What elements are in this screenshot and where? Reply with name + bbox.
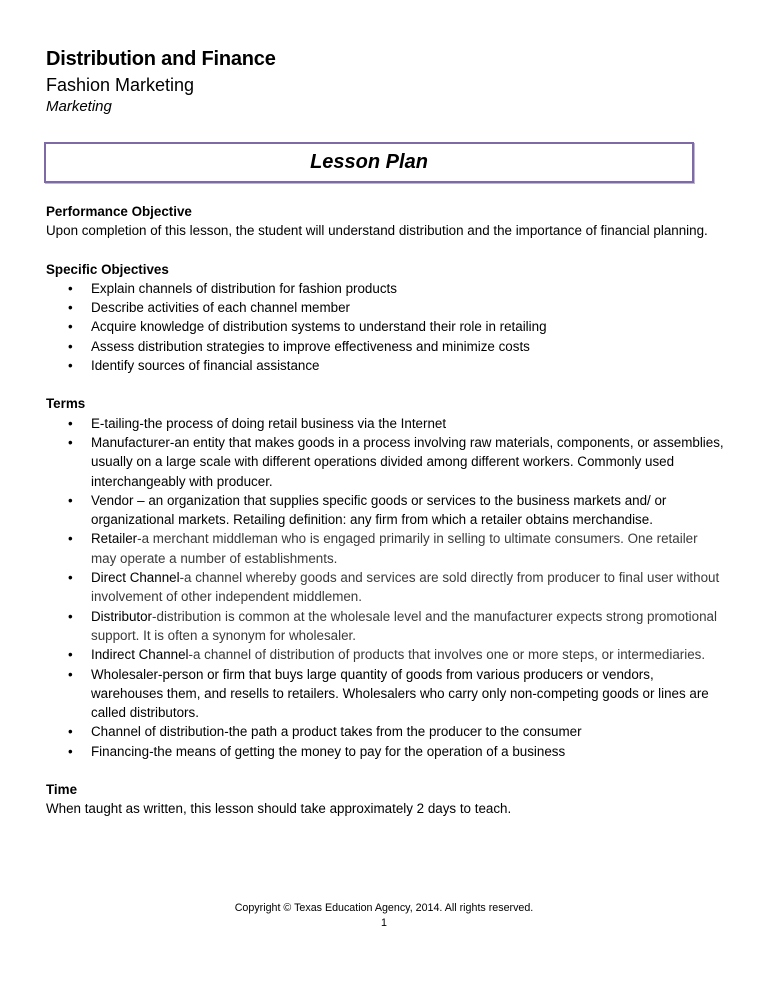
term-item bbox=[46, 414, 726, 433]
term-definition: – an organization that supplies specific goods or services to the business markets and/ or organizational markets. Retailing definition: any firm from which a retailer obtains merchandise. bbox=[91, 492, 667, 528]
term-definition: -a merchant middleman who is engaged primarily in selling to ultimate consumers. One retailer may operate a number of establishments. bbox=[91, 531, 698, 566]
specific-objectives-section bbox=[46, 260, 726, 376]
term-item bbox=[46, 607, 726, 646]
page-footer bbox=[0, 901, 768, 931]
term-name: Financing bbox=[91, 743, 150, 759]
term-item bbox=[46, 491, 726, 530]
term-item bbox=[46, 433, 726, 491]
document-header bbox=[46, 45, 276, 117]
term-name: Direct Channel bbox=[91, 570, 180, 586]
term-name: Manufacturer bbox=[91, 434, 170, 450]
lesson-content bbox=[46, 202, 726, 819]
term-name: Retailer bbox=[91, 531, 138, 547]
term-name: Wholesaler bbox=[91, 666, 158, 682]
terms-section bbox=[46, 394, 726, 761]
lesson-plan-banner bbox=[44, 142, 694, 183]
terms-list bbox=[46, 414, 726, 761]
page-title: Distribution and Finance bbox=[46, 48, 276, 70]
performance-objective-text: Upon completion of this lesson, the student will understand distribution and the importance of financial planning. bbox=[46, 223, 708, 239]
list-item: • Explain channels of distribution for fashion products bbox=[46, 279, 726, 298]
term-definition: -an entity that makes goods in a process involving raw materials, components, or assemblies, usually on a large scale with different operations divided among different workers. Commonly used interchangeably with producer. bbox=[91, 434, 724, 489]
term-name: Distributor bbox=[91, 608, 153, 624]
term-definition: -a channel whereby goods and services are sold directly from producer to final user without involvement of other independent middlemen. bbox=[91, 570, 720, 605]
term-item bbox=[46, 529, 726, 568]
time-section bbox=[46, 780, 726, 819]
time-text: When taught as written, this lesson should take approximately 2 days to teach. bbox=[46, 801, 512, 817]
term-definition: -the means of getting the money to pay for the operation of a business bbox=[149, 743, 566, 759]
list-item: • Assess distribution strategies to improve effectiveness and minimize costs bbox=[46, 337, 726, 356]
term-item bbox=[46, 742, 726, 761]
term-name: Vendor bbox=[91, 492, 134, 508]
specific-objectives-list bbox=[46, 279, 726, 375]
performance-objective-section bbox=[46, 202, 726, 241]
term-definition: -distribution is common at the wholesale level and the manufacturer expects strong promotional support. It is often a synonym for wholesaler. bbox=[91, 608, 717, 643]
term-item bbox=[46, 722, 726, 741]
term-definition: -a channel of distribution of products that involves one or more steps, or intermediaries. bbox=[188, 647, 706, 663]
term-item bbox=[46, 645, 726, 664]
term-definition: -the process of doing retail business via the Internet bbox=[139, 415, 447, 431]
course-name: Fashion Marketing bbox=[46, 75, 195, 95]
time-heading: Time bbox=[46, 782, 78, 798]
term-name: E-tailing bbox=[91, 415, 140, 431]
term-item bbox=[46, 568, 726, 607]
term-definition: -person or firm that buys large quantity of goods from various producers or vendors, warehouses them, and resells to retailers. Wholesalers who carry only non-competing goods or lines are called distributors. bbox=[91, 666, 709, 721]
copyright-notice: Copyright © Texas Education Agency, 2014. All rights reserved. bbox=[234, 902, 534, 914]
term-name: Channel of distribution bbox=[91, 724, 225, 740]
specific-objectives-heading: Specific Objectives bbox=[46, 261, 169, 277]
term-name: Indirect Channel bbox=[91, 647, 189, 663]
list-item: • Identify sources of financial assistance bbox=[46, 356, 726, 375]
lesson-plan-label: Lesson Plan bbox=[310, 151, 428, 173]
list-item: • Acquire knowledge of distribution systems to understand their role in retailing bbox=[46, 317, 726, 336]
term-item bbox=[46, 665, 726, 723]
performance-objective-heading: Performance Objective bbox=[46, 204, 192, 219]
list-item: • Describe activities of each channel member bbox=[46, 298, 726, 317]
term-definition: -the path a product takes from the producer to the consumer bbox=[224, 724, 582, 740]
page-number: 1 bbox=[381, 917, 387, 929]
terms-heading: Terms bbox=[46, 396, 86, 412]
course-category: Marketing bbox=[46, 98, 112, 115]
